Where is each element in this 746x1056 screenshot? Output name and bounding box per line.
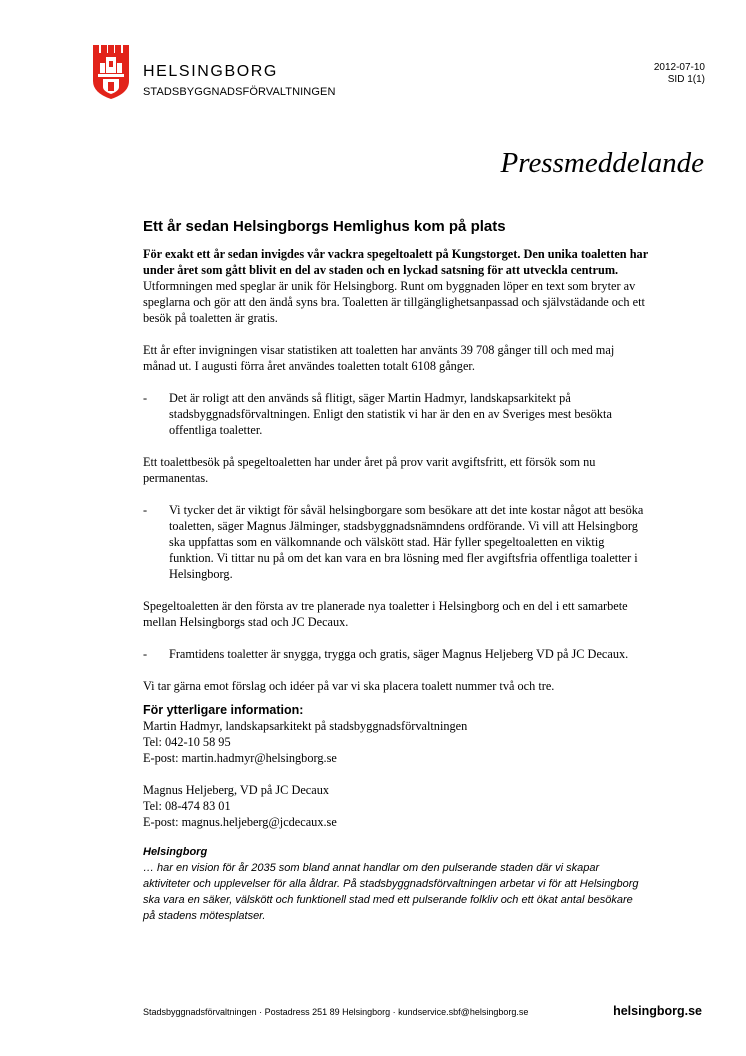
- contact-phone: Tel: 042-10 58 95: [143, 735, 231, 749]
- document-body: [143, 246, 648, 924]
- helsingborg-crest-icon: [92, 45, 130, 99]
- headline: Ett år sedan Helsingborgs Hemlighus kom på plats: [143, 218, 506, 235]
- contact-name: Magnus Heljeberg, VD på JC Decaux: [143, 783, 330, 797]
- dash-marker: -: [143, 503, 148, 517]
- about-section: [143, 844, 648, 924]
- department-name: STADSBYGGNADSFÖRVALTNINGEN: [143, 86, 336, 98]
- quote-text: Vi tycker det är viktigt för såväl helsingborgare som besökare att det inte kostar något att besöka toaletten, säger Magnus Jälminger, stadsbyggnadsnämndens ordförande. Vi vill att Helsingborg ska uppfattas som en välkomnande och välskött stad. Här fyller spegeltoaletten en viktig funktion. Vi tittar nu på om det kan vara en bra lösning med fler avgiftsfria offentliga toaletter i Helsingborg.: [169, 503, 644, 581]
- about-text: … har en vision för år 2035 som bland annat handlar om den pulserande staden där vi skapar aktiviteter och upplevelser för alla åldrar. På stadsbyggnadsförvaltningen arbetar vi för att Helsingborg ska vara en säker, välskött och funktionell stad med ett pulserande folkliv och ett ökat antal besökare på stadens mötesplatser.: [143, 862, 639, 922]
- dash-marker: -: [143, 391, 148, 405]
- document-date: 2012-07-10: [653, 62, 705, 73]
- quote-text: Det är roligt att den används så flitigt, säger Martin Hadmyr, landskapsarkitekt på stadsbyggnadsförvaltningen. Enligt den statistik vi har är den en av Sveriges mest besökta offentliga toaletter.: [169, 391, 612, 437]
- paragraph: Spegeltoaletten är den första av tre planerade nya toaletter i Helsingborg och en del i ett samarbete mellan Helsingborgs stad och JC Decaux.: [143, 599, 628, 629]
- about-title: Helsingborg: [143, 846, 208, 858]
- paragraph: Ett år efter invigningen visar statistiken att toaletten har använts 39 708 gånger till och med maj månad ut. I augusti förra året användes toaletten totalt 6108 gånger.: [143, 343, 615, 373]
- quote-paragraph: [143, 390, 648, 438]
- footer-address: Stadsbyggnadsförvaltningen · Postadress 251 89 Helsingborg · kundservice.sbf@helsingborg.se: [143, 1007, 529, 1017]
- footer-website-link[interactable]: helsingborg.se: [613, 1004, 702, 1018]
- contact-email[interactable]: E-post: martin.hadmyr@helsingborg.se: [143, 751, 337, 765]
- contact-heading: För ytterligare information:: [143, 703, 304, 717]
- document-type: Pressmeddelande: [500, 147, 704, 179]
- dash-marker: -: [143, 647, 148, 661]
- date-block: [654, 62, 705, 86]
- quote-text: Framtidens toaletter är snygga, trygga och gratis, säger Magnus Heljeberg VD på JC Decaux.: [169, 647, 629, 661]
- paragraph: Ett toalettbesök på spegeltoaletten har under året på prov varit avgiftsfritt, ett försök som nu permanentas.: [143, 455, 596, 485]
- brand-name: HELSINGBORG: [143, 63, 278, 80]
- contact-name: Martin Hadmyr, landskapsarkitekt på stadsbyggnadsförvaltningen: [143, 719, 468, 733]
- quote-paragraph: [143, 646, 648, 662]
- page-number: SID 1(1): [667, 74, 705, 85]
- contact-email[interactable]: E-post: magnus.heljeberg@jcdecaux.se: [143, 815, 337, 829]
- contact-phone: Tel: 08-474 83 01: [143, 799, 231, 813]
- paragraph: Vi tar gärna emot förslag och idéer på var vi ska placera toalett nummer två och tre.: [143, 679, 555, 693]
- lead-paragraph: För exakt ett år sedan invigdes vår vackra spegeltoalett på Kungstorget. Den unika toaletten har under året som gått blivit en del av staden och en lyckad satsning för att utveckla centrum.: [143, 247, 648, 277]
- quote-paragraph: [143, 502, 648, 582]
- paragraph: Utformningen med speglar är unik för Helsingborg. Runt om byggnaden löper en text som bryter av speglarna och gör att den ändå syns bra. Toaletten är tillgänglighetsanpassad och självstädande och ett besök på toaletten är gratis.: [143, 279, 645, 325]
